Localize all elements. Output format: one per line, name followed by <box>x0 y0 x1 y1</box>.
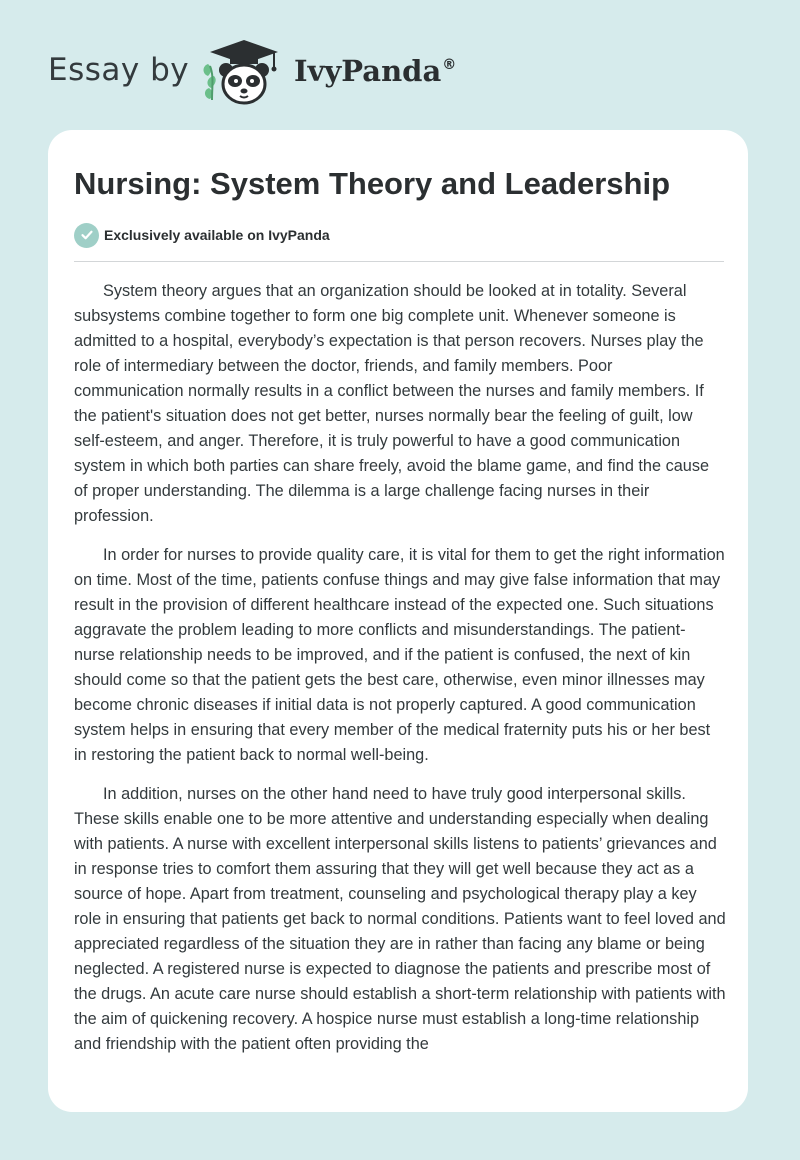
page-title: Nursing: System Theory and Leadership <box>74 166 671 201</box>
brand-name[interactable] <box>294 50 456 92</box>
essay-by-label: Essay by <box>48 52 190 88</box>
divider <box>74 261 724 262</box>
exclusive-label: Exclusively available on IvyPanda <box>104 227 330 243</box>
essay-body <box>74 279 726 1112</box>
brand-text: IvyPanda <box>294 54 442 88</box>
panda-graduate-icon[interactable] <box>200 36 288 108</box>
paragraph: In addition, nurses on the other hand need to have truly good interpersonal skills. These skills enable one to be more attentive and understanding especially when dealing with patients. A nurse with excellent interpersonal skills listens to patients’ grievances and in response tries to comfort them assuring that they will get well because they act as a source of hope. Apart from treatment, counseling and psychological therapy play a key role in ensuring that patients get back to normal conditions. Patients want to feel loved and appreciated regardless of the situation they are in rather than facing any blame or being neglected. A registered nurse is expected to diagnose the patients and prescribe most of the drugs. An acute care nurse should establish a short-term relationship with patients with the aim of quickening recovery. A hospice nurse must establish a long-time relationship and friendship with the patient often providing the <box>74 785 726 1053</box>
paragraph: System theory argues that an organization should be looked at in totality. Several subsystems combine together to form one big complete unit. Whenever someone is admitted to a hospital, everybody’s expectation is that person recovers. Nurses play the role of intermediary between the doctor, friends, and family members. Poor communication normally results in a conflict between the nurses and family members. If the patient's situation does not get better, nurses normally bear the feeling of guilt, low self-esteem, and anger. Therefore, it is truly powerful to have a good communication system in which both parties can share freely, avoid the blame game, and find the cause of proper understanding. The dilemma is a large challenge facing nurses in their profession. <box>74 282 710 525</box>
check-circle-icon <box>74 223 99 248</box>
site-header <box>0 0 800 130</box>
essay-card <box>48 130 748 1112</box>
paragraph: In order for nurses to provide quality care, it is vital for them to get the right information on time. Most of the time, patients confuse things and may give false information that may result in the provision of different healthcare instead of the expected one. Such situations aggravate the problem leading to more conflicts and misunderstandings. The patient-nurse relationship needs to be improved, and if the patient is confused, the next of kin should come so that the patient gets the best care, otherwise, even minor illnesses may become chronic diseases if initial data is not properly captured. A good communication system helps in ensuring that every member of the medical fraternity puts his or her best in restoring the patient back to normal well-being. <box>74 546 725 764</box>
exclusive-badge <box>74 222 330 248</box>
registered-mark: ® <box>442 57 457 73</box>
